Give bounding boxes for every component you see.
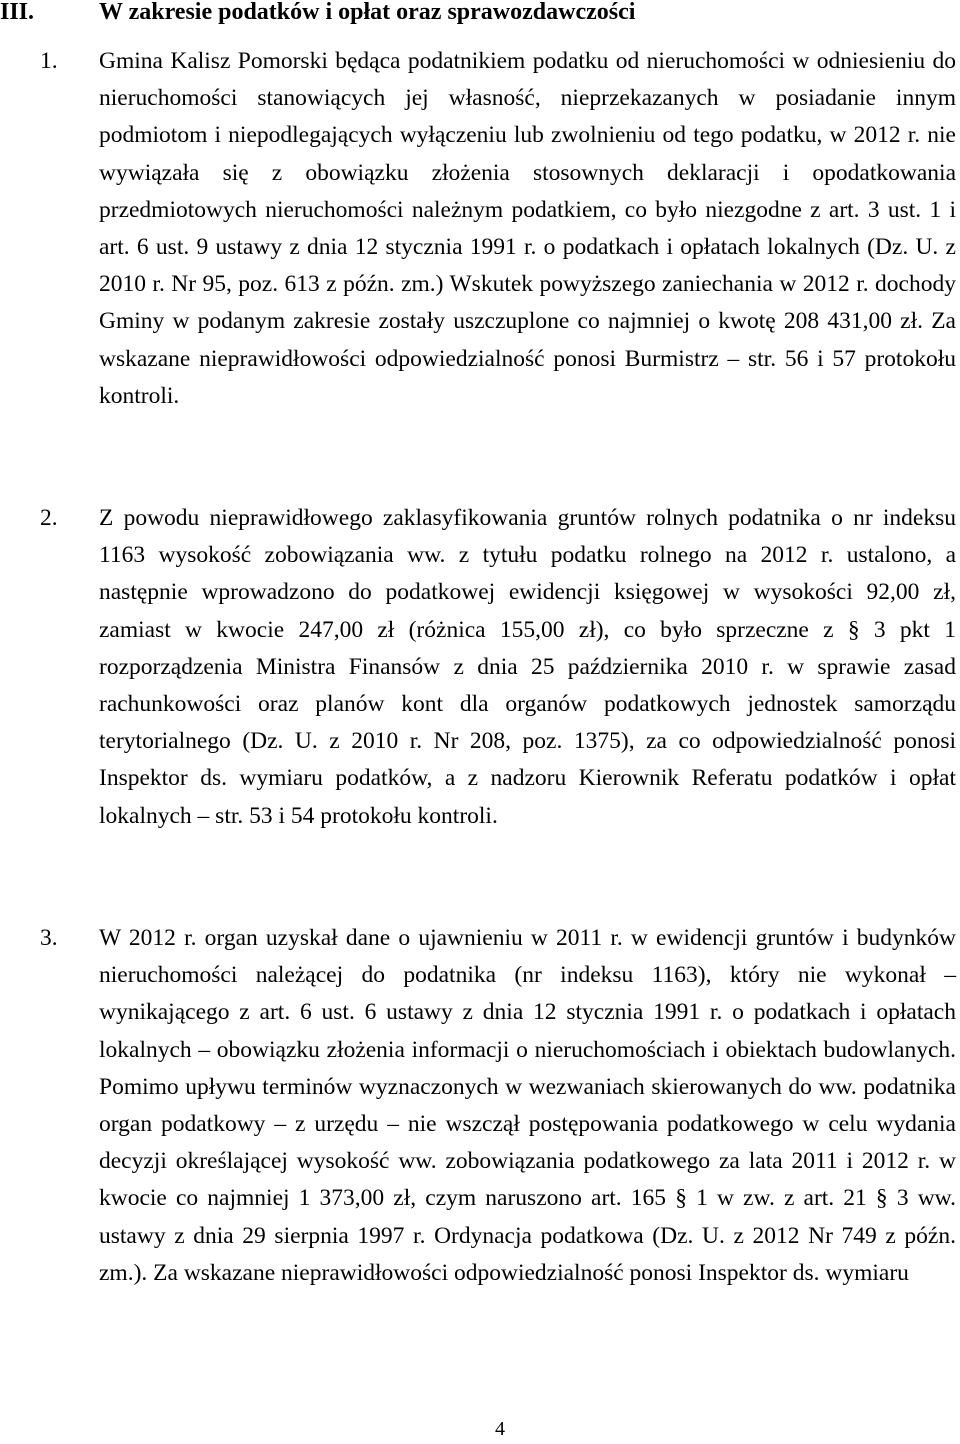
list-item-text: Gmina Kalisz Pomorski będąca podatnikiem podatku od nieruchomości w odniesieniu do nieruchomości stanowiących jej własność, nieprzekazanych w posiadanie innym podmiotom i niepodlegających wyłączeniu lub zwolnieniu od tego podatku, w 2012 r. nie wywiązała się z obowiązku złożenia stosownych deklaracji i opodatkowania przedmiotowych nieruchomości należnym podatkiem, co było niezgodne z art. 3 ust. 1 i art. 6 ust. 9 ustawy z dnia 12 stycznia 1991 r. o podatkach i opłatach lokalnych (Dz. U. z 2010 r. Nr 95, poz. 613 z późn. zm.) Wskutek powyższego zaniechania w 2012 r. dochody Gminy w podanym zakresie zostały uszczuplone co najmniej o kwotę 208 431,00 zł. Za wskazane nieprawidłowości odpowiedzialność ponosi Burmistrz – str. 56 i 57 protokołu kontroli. [99, 48, 956, 409]
section-number: III. [0, 0, 35, 25]
list-item-marker: 1. [40, 48, 58, 74]
list-item [0, 920, 956, 1292]
list-item-marker: 2. [40, 505, 58, 531]
list-item-text: W 2012 r. organ uzyskał dane o ujawnieniu w 2011 r. w ewidencji gruntów i budynków nieruchomości należącej do podatnika (nr indeksu 1163), który nie wykonał – wynikającego z art. 6 ust. 6 ustawy z dnia 12 stycznia 1991 r. o podatkach i opłatach lokalnych – obowiązku złożenia informacji o nieruchomościach i obiektach budowlanych. Pomimo upływu terminów wyznaczonych w wezwaniach skierowanych do ww. podatnika organ podatkowy – z urzędu – nie wszczął postępowania podatkowego w celu wydania decyzji określającej wysokość ww. zobowiązania podatkowego za lata 2011 i 2012 r. w kwocie co najmniej 1 373,00 zł, czym naruszono art. 165 § 1 w zw. z art. 21 § 3 ww. ustawy z dnia 29 sierpnia 1997 r. Ordynacja podatkowa (Dz. U. z 2012 Nr 749 z późn. zm.). Za wskazane nieprawidłowości odpowiedzialność ponosi Inspektor ds. wymiaru [99, 925, 956, 1286]
page-number: 4 [495, 1418, 505, 1440]
list-item-text: Z powodu nieprawidłowego zaklasyfikowania gruntów rolnych podatnika o nr indeksu 1163 wysokość zobowiązania ww. z tytułu podatku rolnego na 2012 r. ustalono, a następnie wprowadzono do podatkowej ewidencji księgowej w wysokości 92,00 zł, zamiast w kwocie 247,00 zł (różnica 155,00 zł), co było sprzeczne z § 3 pkt 1 rozporządzenia Ministra Finansów z dnia 25 października 2010 r. w sprawie zasad rachunkowości oraz planów kont dla organów podatkowych jednostek samorządu terytorialnego (Dz. U. z 2010 r. Nr 208, poz. 1375), za co odpowiedzialność ponosi Inspektor ds. wymiaru podatków, a z nadzoru Kierownik Referatu podatków i opłat lokalnych – str. 53 i 54 protokołu kontroli. [99, 505, 956, 829]
section-title: W zakresie podatków i opłat oraz sprawozdawczości [99, 0, 636, 25]
list-item [0, 43, 956, 415]
list-item-marker: 3. [40, 925, 58, 951]
list-item [0, 500, 956, 835]
